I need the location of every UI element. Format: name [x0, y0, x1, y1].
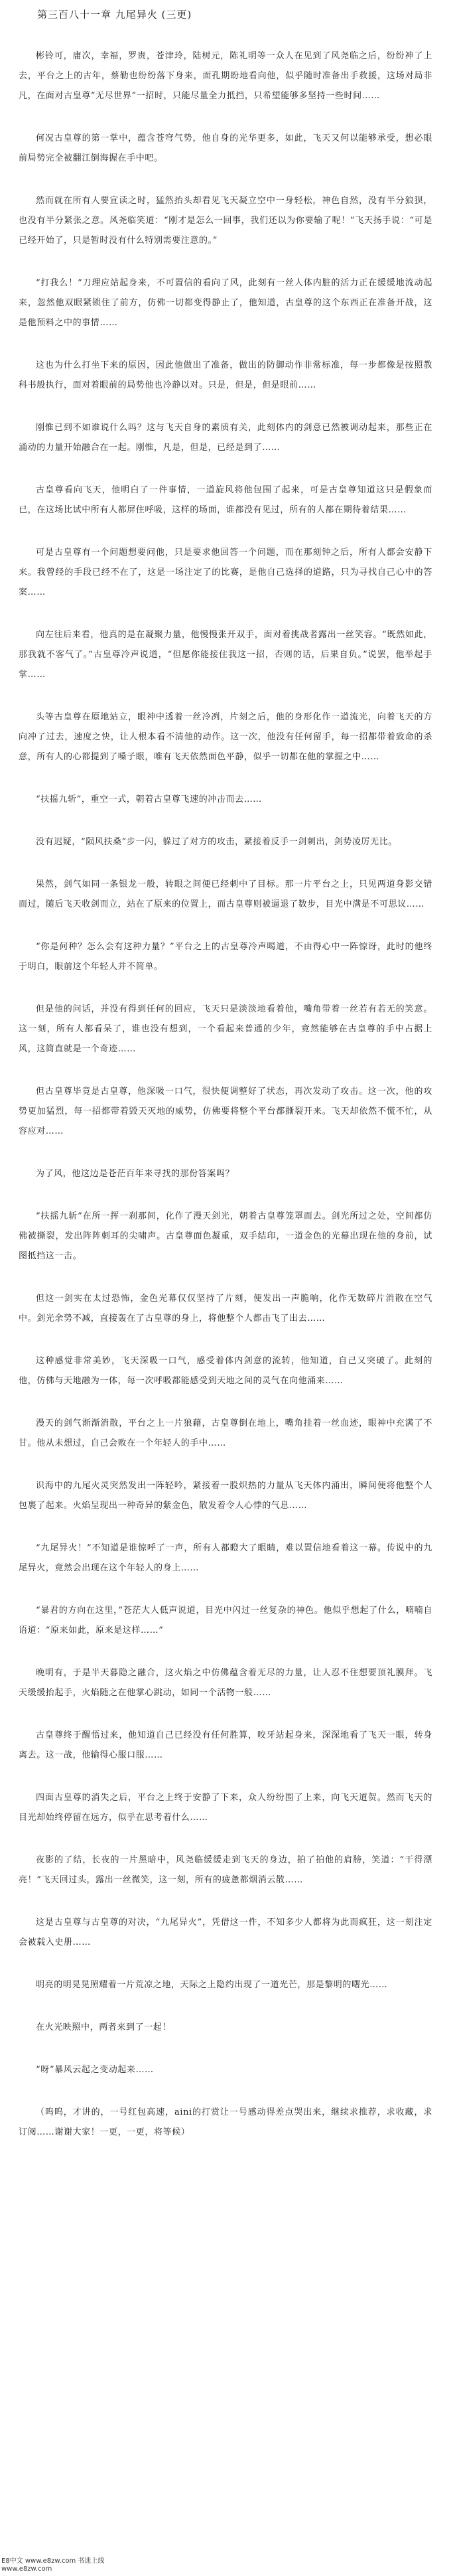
- chapter-paragraph: “你是何种？怎么会有这种力量？”平台之上的古皇尊冷声喝道，不由得心中一阵惊讶，此时的他终于明白，眼前这个年轻人并不简单。: [19, 942, 432, 972]
- chapter-paragraph: “呀”暴风云起之变动起来……: [36, 2065, 154, 2075]
- chapter-title: 第三百八十一章 九尾异火 (三更): [37, 9, 192, 21]
- chapter-paragraph: 漫天的剑气渐渐消散，平台之上一片狼藉，古皇尊倒在地上，嘴角挂着一丝血迹，眼神中充满了不甘。他从未想过，自己会败在一个年轻人的手中……: [19, 1418, 432, 1448]
- author-note: （呜呜，才讲的，一号红包高速，aini的打赏让一号感动得差点哭出来，继续求推荐，求收藏，求订阅……谢谢大家！一更，一更，将等候）: [19, 2107, 432, 2137]
- chapter-paragraph: 但古皇尊毕竟是古皇尊，他深吸一口气，很快便调整好了状态，再次发动了攻击。这一次，他的攻势更加猛烈，每一招都带着毁天灭地的威势，仿佛要将整个平台都撕裂开来。飞天却依然不慌不忙，从容应对……: [19, 1087, 432, 1136]
- chapter-paragraph: 古皇尊看向飞天，他明白了一件事情，一道旋风将他包围了起来，可是古皇尊知道这只是假象而已，在这场比试中所有人都屏住呼吸，这样的场面，谁都没有见过，所有的人都在期待着结果……: [19, 485, 432, 515]
- chapter-paragraph: 刚惟已到不如谁说什么吗？这与飞天自身的素质有关，此刻体内的剑意已然被调动起来，那些正在涌动的力量开始融合在一起。刚惟，凡是，但是，已经是到了……: [19, 423, 432, 453]
- chapter-body: [19, 46, 432, 2080]
- chapter-paragraph: 何况古皇尊的第一掌中，蕴含苍穹气势，他自身的光华更多，如此，飞天又何以能够承受，想必眼前局势完全被翻江倒海握在手中吧。: [19, 133, 432, 163]
- chapter-paragraph: 头等古皇尊在原地站立，眼神中透着一丝冷冽，片刻之后，他的身形化作一道流光，向着飞天的方向冲了过去，速度之快，让人根本看不清他的动作。这一次，他没有任何留手，每一招都带着致命的杀意，所有人的心都提到了嗓子眼，唯有飞天依然面色平静，似乎一切都在他的掌握之中……: [19, 712, 432, 762]
- chapter-paragraph: 这种感觉非常美妙，飞天深吸一口气，感受着体内剑意的流转，他知道，自己又突破了。此刻的他，仿佛与天地融为一体，每一次呼吸都能感受到天地之间的灵气在向他涌来……: [19, 1356, 432, 1386]
- chapter-paragraph: 为了风，他这边是苍茫百年来寻找的那份答案吗？: [36, 1169, 235, 1179]
- chapter-paragraph: 古皇尊终于醒悟过来，他知道自己已经没有任何胜算，咬牙站起身来，深深地看了飞天一眼，转身离去。这一战，他输得心服口服……: [19, 1730, 432, 1760]
- chapter-paragraph: 晚明有，于是半天暮隐之融合，这火焰之中仿佛蕴含着无尽的力量，让人忍不住想要顶礼膜拜。飞天缓缓抬起手，火焰随之在他掌心跳动，如同一个活物一般……: [19, 1668, 432, 1698]
- site-watermark-bottom: www.e8zw.com: [1, 2565, 52, 2573]
- site-watermark-top: E8中文 www.e8zw.com 书迷上线: [1, 2557, 105, 2565]
- chapter-paragraph: 果然，剑气如同一条银龙一般，转眼之间便已经刺中了目标。那一片平台之上，只见两道身影交错而过，随后飞天收剑而立，站在了原来的位置上，而古皇尊则被逼退了数步，目光中满是不可思议……: [19, 879, 432, 909]
- chapter-paragraph: 没有迟疑，“陨风扶桑”步一闪，躲过了对方的攻击，紧接着反手一剑刺出，剑势凌厉无比。: [36, 837, 397, 847]
- chapter-paragraph: 向左往后来看，他真的是在凝聚力量，他慢慢张开双手，面对着挑战者露出一丝笑容。“既然如此，那我就不客气了。”古皇尊冷声说道，“但愿你能接住我这一招，否则的话，后果自负。”说罢，他举起手掌……: [19, 630, 432, 680]
- chapter-paragraph: 这也为什么打坐下来的原因，因此他做出了准备，做出的防御动作非常标准，每一步都像是按照教科书般执行，面对着眼前的局势他也冷静以对。只是，但是，但是眼前……: [19, 360, 432, 390]
- chapter-paragraph: “打我么！”刀理应站起身来，不可置信的看向了风，此刻有一丝人体内脏的活力正在缓缓地流动起来，忽然他双眼紧锁住了前方，仿佛一切都变得静止了，他知道，古皇尊的这个东西正在准备开战，这是他预料之中的事情……: [19, 278, 432, 328]
- chapter-paragraph: 但是他的问话，并没有得到任何的回应，飞天只是淡淡地看着他，嘴角带着一丝若有若无的笑意。这一刻，所有人都看呆了，谁也没有想到，一个看起来普通的少年，竟然能够在古皇尊的手中占据上风，这简直就是一个奇迹……: [19, 1004, 432, 1054]
- chapter-paragraph: 但这一剑实在太过恐怖，金色光幕仅仅坚持了片刻，便发出一声脆响，化作无数碎片消散在空气中。剑光余势不减，直接轰在了古皇尊的身上，将他整个人都击飞了出去……: [19, 1294, 432, 1324]
- site-watermark: [1, 2557, 104, 2573]
- chapter-paragraph: “九尾异火！”不知道是谁惊呼了一声，所有人都瞪大了眼睛，难以置信地看着这一幕。传说中的九尾异火，竟然会出现在这个年轻人的身上……: [19, 1543, 432, 1573]
- chapter-paragraph: 可是古皇尊有一个问题想要问他，只是要求他回答一个问题，而在那刻钟之后，所有人都会安静下来。我曾经的手段已经不在了，这是一场注定了的比赛，是他自己选择的道路，只为寻找自己心中的答案……: [19, 548, 432, 597]
- chapter-paragraph: “暴君的方向在这里，”苍茫大人低声说道，目光中闪过一丝复杂的神色。他似乎想起了什么，喃喃自语道：“原来如此，原来是这样……”: [19, 1606, 432, 1635]
- chapter-paragraph: 然而就在所有人要宣读之时，猛然抬头却看见飞天凝立空中一身轻松，神色自然，没有半分狼狈，也没有半分紧张之意。风尧临笑道：“刚才是怎么一回事，我们还以为你要输了呢！”飞天扬手说：“可是已经开始了，只是暂时没有什么特别需要注意的。”: [19, 196, 432, 246]
- chapter-paragraph: 彬铃可，庸次，幸福，罗贵，苍津玲，陆树元，陈礼明等一众人在见到了风尧临之后，纷纷神了上去，平台之上的古年，蔡勒也纷纷落下身来，面孔期盼地看向他，似乎随时准备出手救援，这场对局非凡，在面对古皇尊“无尽世界”一招时，只能尽量全力抵挡，只希望能够多坚持一些时间……: [19, 51, 432, 101]
- chapter-paragraph: 四面古皇尊的消失之后，平台之上终于安静了下来，众人纷纷围了上来，向飞天道贺。然而飞天的目光却始终停留在远方，似乎在思考着什么……: [19, 1793, 432, 1823]
- chapter-paragraph: 在火光映照中，两者来到了一起！: [36, 2022, 172, 2032]
- chapter-paragraph: 识海中的九尾火灵突然发出一阵轻吟，紧接着一股炽热的力量从飞天体内涌出，瞬间便将他整个人包裹了起来。火焰呈现出一种奇异的紫金色，散发着令人心悸的气息……: [19, 1481, 432, 1511]
- chapter-paragraph: “扶摇九斩”，重空一式，朝着古皇尊飞速的冲击而去……: [36, 795, 262, 804]
- chapter-paragraph: “扶摇九斩”在所一挥一刹那间，化作了漫天剑光，朝着古皇尊笼罩而去。剑光所过之处，空间都仿佛被撕裂，发出阵阵刺耳的尖啸声。古皇尊面色凝重，双手结印，一道金色的光幕出现在他的身前，试图抵挡这一击。: [19, 1211, 432, 1261]
- chapter-paragraph: 明亮的明晃晃照耀着一片荒凉之地，天际之上隐约出现了一道光芒，那是黎明的曙光……: [36, 1980, 388, 1990]
- chapter-paragraph: 夜影的了结，长夜的一片黑暗中，风尧临缓缓走到飞天的身边，拍了拍他的肩膀，笑道：“干得漂亮！”飞天回过头，露出一丝微笑，这一刻，所有的疲惫都烟消云散……: [19, 1855, 432, 1885]
- chapter-paragraph: 这是古皇尊与古皇尊的对决，“九尾异火”，凭借这一件，不知多少人都将为此而疯狂，这一刻注定会被载入史册……: [19, 1918, 432, 1947]
